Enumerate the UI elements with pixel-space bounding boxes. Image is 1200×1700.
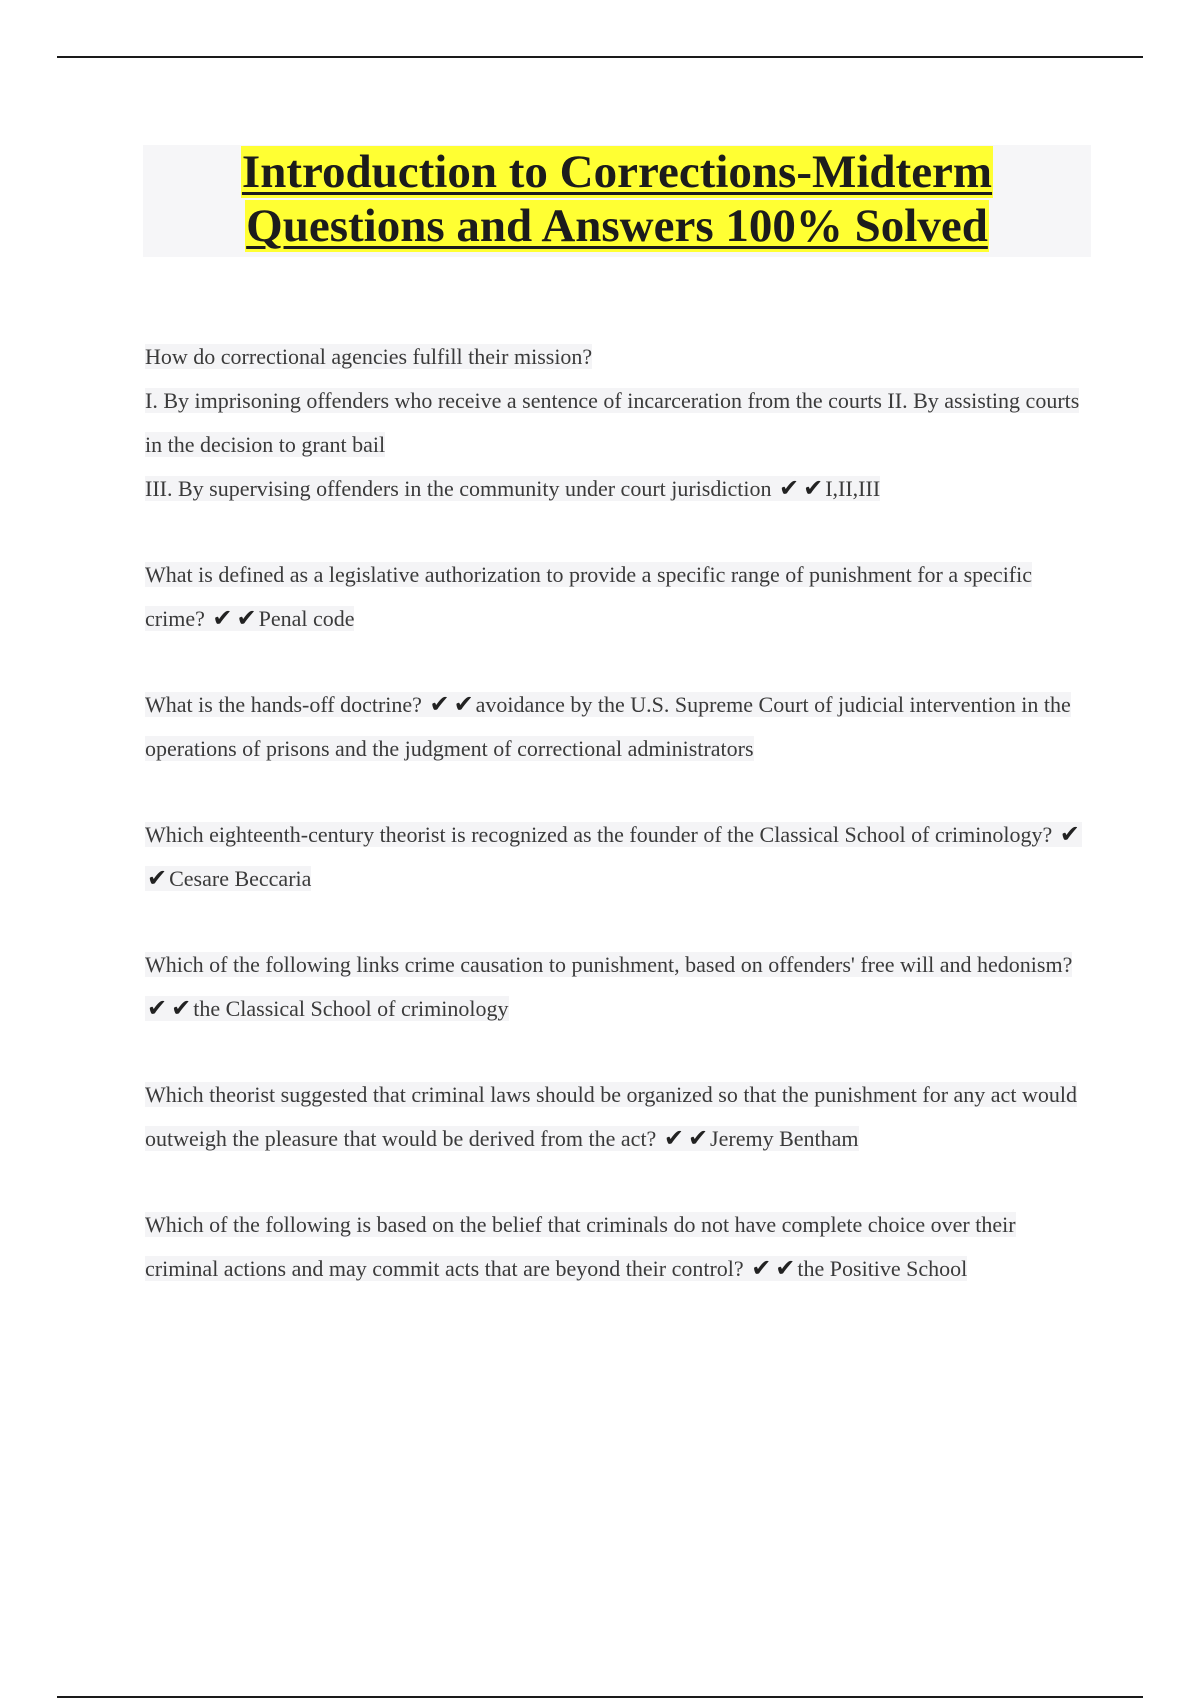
qa-item-2 [145,553,1085,641]
top-rule [57,56,1143,58]
checkmark-icon: ✔ [147,994,168,1022]
checkmark-icon: ✔ [453,690,474,718]
question-text: Which of the following links crime causation to punishment, based on offenders' free will and hedonism? [145,952,1073,977]
qa-item-1 [145,335,1085,511]
question-line: I. By imprisoning offenders who receive a sentence of incarceration from the courts II. By assisting courts in the decision to grant bail [145,388,1080,457]
checkmark-icon: ✔ [775,1254,796,1282]
checkmark-icon: ✔ [751,1254,772,1282]
qa-item-3 [145,683,1085,771]
question-text: Which theorist suggested that criminal laws should be organized so that the punishment for any act would outweigh the pleasure that would be derived from the act? [145,1082,1077,1151]
checkmark-icon: ✔ [171,994,192,1022]
answer-text: I,II,III [825,476,881,501]
checkmark-icon: ✔ [429,690,450,718]
qa-item-7 [145,1203,1085,1291]
checkmark-icon: ✔ [663,1124,684,1152]
question-text: What is defined as a legislative authorization to provide a specific range of punishment for a specific crime? [145,562,1033,631]
qa-item-5 [145,943,1085,1031]
checkmark-icon: ✔ [803,474,824,502]
answer-text: avoidance by the U.S. Supreme Court of judicial intervention in the operations of prisons and the judgment of correctional administrators [145,692,1071,761]
bottom-rule [57,1696,1143,1698]
title-line-2: Questions and Answers 100% Solved [246,200,988,252]
question-line: How do correctional agencies fulfill their mission? [145,344,593,369]
answer-text: the Classical School of criminology [193,996,509,1021]
question-text: Which eighteenth-century theorist is recognized as the founder of the Classical School of criminology? [145,822,1053,847]
answer-text: Jeremy Bentham [710,1126,859,1151]
checkmark-icon: ✔ [1059,820,1080,848]
answer-text: Penal code [258,606,355,631]
qa-item-6 [145,1073,1085,1161]
checkmark-icon: ✔ [147,864,168,892]
question-text: Which of the following is based on the belief that criminals do not have complete choice over their criminal actions and may commit acts that are beyond their control? [145,1212,1016,1281]
checkmark-icon: ✔ [687,1124,709,1152]
title-block [143,145,1091,257]
answer-text: Cesare Beccaria [169,866,312,891]
question-text: What is the hands-off doctrine? [145,692,422,717]
title-line-1: Introduction to Corrections-Midterm [241,146,993,198]
checkmark-icon: ✔ [236,604,257,632]
checkmark-icon: ✔ [778,474,800,502]
question-line: III. By supervising offenders in the community under court jurisdiction ✔ ✔I,II,III [145,474,881,502]
qa-list [145,335,1085,1333]
answer-text: the Positive School [797,1256,968,1281]
checkmark-icon: ✔ [212,604,233,632]
qa-item-4 [145,813,1085,901]
